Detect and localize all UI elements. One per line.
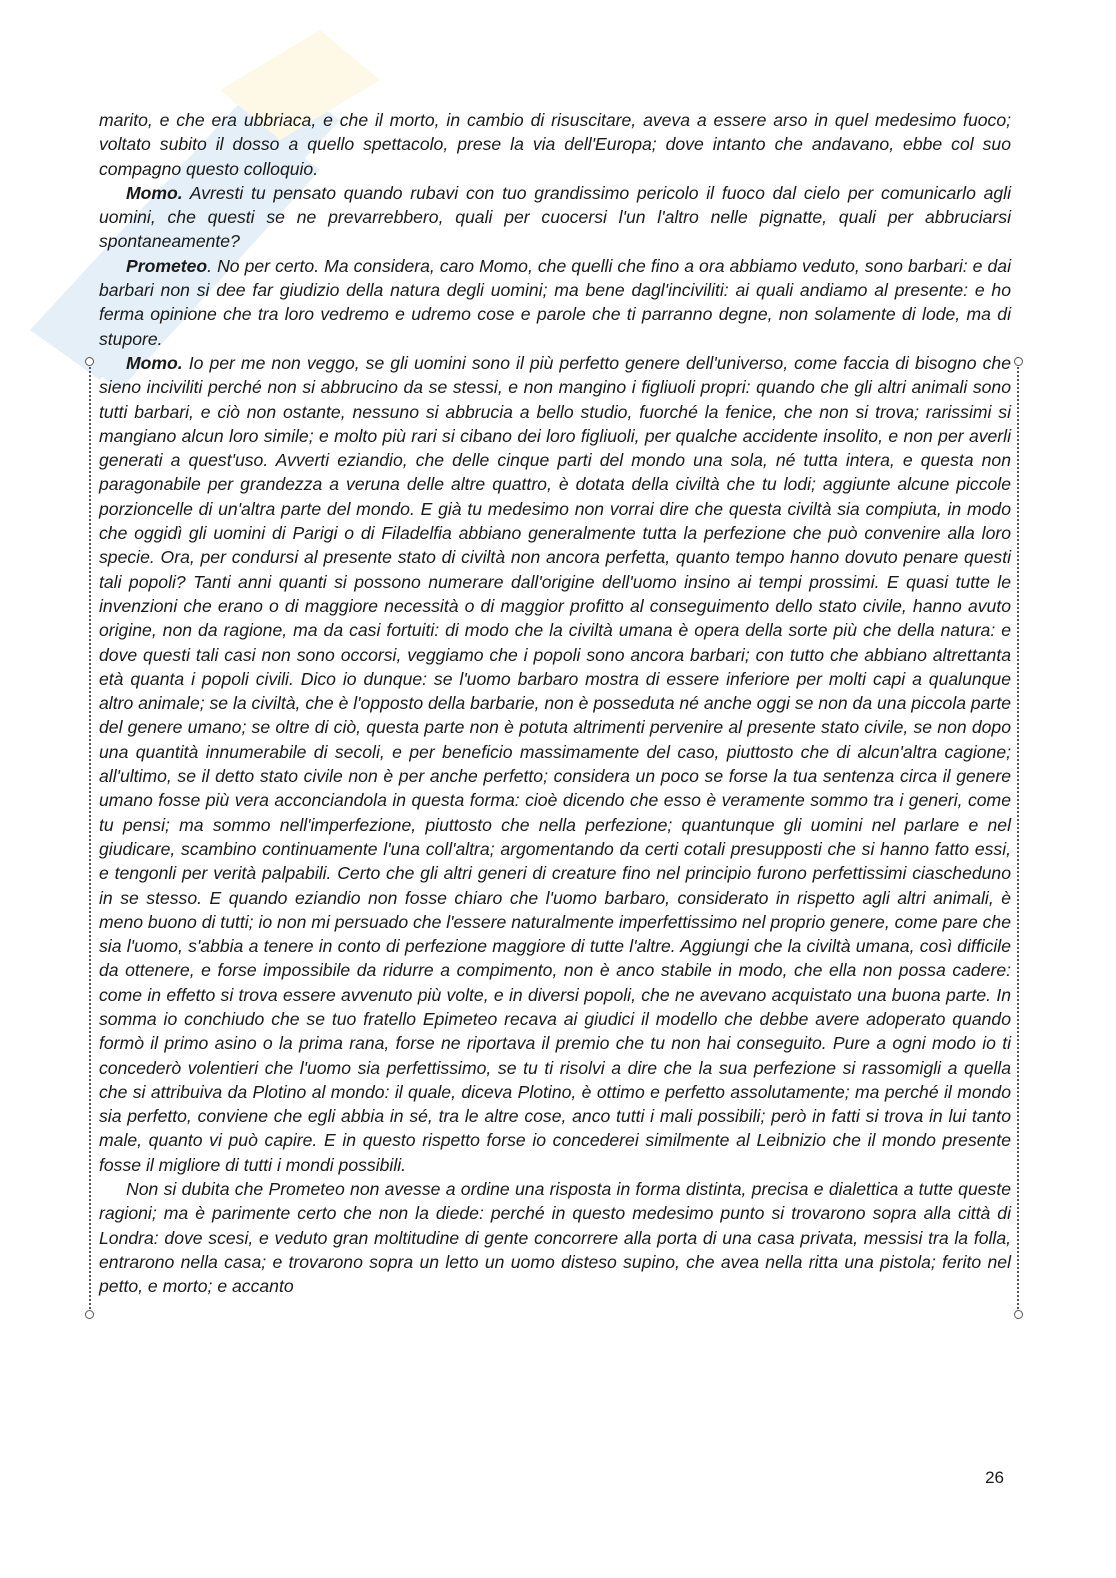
paragraph-text: Non si dubita che Prometeo non avesse a ordine una risposta in forma distinta, precisa e dialettica a tutte queste ragioni; ma è parimente certo che non la diede: perché in questo medesimo punto si trovarono sopra alla città di Londra: dove scesi, e veduto gran moltitudine di gente concorrere alla porta di una casa privata, messisi tra la folla, entrarono nella casa; e trovarono sopra un letto un uomo disteso supino, che avea nella ritta una pistola; ferito nel petto, e morto; e accanto bbox=[99, 1179, 1011, 1297]
speaker-prometeo: Prometeo bbox=[126, 255, 208, 276]
bracket-bottom-left-handle[interactable] bbox=[85, 1310, 94, 1319]
paragraph-momo-1 bbox=[99, 181, 1011, 254]
page-number: 26 bbox=[985, 1468, 1004, 1487]
paragraph-momo-2 bbox=[99, 351, 1011, 1177]
paragraph-text: Avresti tu pensato quando rubavi con tuo grandissimo pericolo il fuoco dal cielo per comunicarlo agli uomini, che questi se ne prevarrebbero, quali per cuocersi l'un l'altro nelle pignatte, quali per abbruciarsi spontaneamente? bbox=[99, 182, 1011, 252]
document-body bbox=[99, 108, 1011, 1299]
bracket-right-line bbox=[1017, 363, 1019, 1313]
speaker-momo: Momo. bbox=[126, 182, 183, 203]
bracket-top-right-handle[interactable] bbox=[1014, 357, 1023, 366]
paragraph-narration-2 bbox=[99, 1177, 1011, 1298]
paragraph-prometeo-1 bbox=[99, 254, 1011, 351]
paragraph-text: marito, e che era ubbriaca, e che il morto, in cambio di risuscitare, aveva a essere arso in quel medesimo fuoco; voltato subito il dosso a quello spettacolo, prese la via dell'Europa; dove intanto che andavano, ebbe col suo compagno questo colloquio. bbox=[99, 110, 1011, 179]
bracket-top-left-handle[interactable] bbox=[85, 357, 94, 366]
bracket-left-line bbox=[89, 363, 91, 1313]
paragraph-text: . No per certo. Ma considera, caro Momo, che quelli che fino a ora abbiamo veduto, sono barbari: e dai barbari non si dee far giudizio della natura degli uomini; ma bene dagl'inciviliti: ai quali andiamo al presente: e ho ferma opinione che tra loro vedremo e udremo cose e parole che ti parranno degne, non solamente di lode, ma di stupore. bbox=[99, 255, 1011, 349]
bracket-bottom-right-handle[interactable] bbox=[1014, 1310, 1023, 1319]
speaker-momo: Momo. bbox=[126, 352, 183, 373]
paragraph-text: Io per me non veggo, se gli uomini sono il più perfetto genere dell'universo, come faccia di bisogno che sieno inciviliti perché non si abbrucino da se stessi, e non mangino i figliuoli propri: quando che gli altri animali sono tutti barbari, e ciò non ostante, nessuno si abbrucia a bello studio, fuorché la fenice, che non si trova; rarissimi si mangiano alcun loro simile; e molto più rari si cibano dei loro figliuoli, per qualche accidente insolito, e non per averli generati a quest'uso. Avverti eziandio, che delle cinque parti del mondo una sola, né tutta intera, e questa non paragonabile per grandezza a veruna delle altre quattro, è dotata della civiltà che tu lodi; aggiunte alcune piccole porzioncelle di un'altra parte del mondo. E già tu medesimo non vorrai dire che questa civiltà sia compiuta, in modo che oggidì gli uomini di Parigi o di Filadelfia abbiano generalmente tutta la perfezione che può convenire alla loro specie. Ora, per condursi al presente stato di civiltà non ancora perfetta, quanto tempo hanno dovuto penare questi tali popoli? Tanti anni quanti si possono numerare dall'origine dell'uomo insino ai tempi prossimi. E quasi tutte le invenzioni che erano o di maggiore necessità o di maggior profitto al conseguimento dello stato civile, hanno avuto origine, non da ragione, ma da casi fortuiti: di modo che la civiltà umana è opera della sorte più che della natura: e dove questi tali casi non sono occorsi, veggiamo che i popoli sono ancora barbari; con tutto che abbiano altrettanta età quanta i popoli civili. Dico io dunque: se l'uomo barbaro mostra di essere inferiore per molti capi a qualunque altro animale; se la civiltà, che è l'opposto della barbarie, non è posseduta né anche oggi se non da una piccola parte del genere umano; se oltre di ciò, questa parte non è potuta altrimenti pervenire al presente stato civile, se non dopo una quantità innumerabile di secoli, e per beneficio massimamente del caso, piuttosto che di alcun'altra cagione; all'ultimo, se il detto stato civile non è per anche perfetto; considera un poco se forse la tua sentenza circa il genere umano fosse più vera acconciandola in questa forma: cioè dicendo che esso è veramente sommo tra i generi, come tu pensi; ma sommo nell'imperfezione, piuttosto che nella perfezione; quantunque gli uomini nel parlare e nel giudicare, scambino continuamente l'una coll'altra; argomentando da certi cotali presupposti che si hanno fatto essi, e tengonli per verità palpabili. Certo che gli altri generi di creature fino nel principio furono perfettissimi ciascheduno in se stesso. E quando eziandio non fosse chiaro che l'uomo barbaro, considerato in rispetto agli altri animali, è meno buono di tutti; io non mi persuado che l'essere naturalmente imperfettissimo nel proprio genere, come pare che sia l'uomo, s'abbia a tenere in conto di perfezione maggiore di tutte l'altre. Aggiungi che la civiltà umana, così difficile da ottenere, e forse impossibile da ridurre a compimento, non è anco stabile in modo, che ella non possa cadere: come in effetto si trova essere avvenuto più volte, e in diversi popoli, che ne avevano acquistato una buona parte. In somma io conchiudo che se tuo fratello Epimeteo recava ai giudici il modello che debbe avere adoperato quando formò il primo asino o la prima rana, forse ne riportava il premio che tu non hai conseguito. Pure a ogni modo io ti concederò volentieri che l'uomo sia perfettissimo, se tu ti risolvi a dire che la sua perfezione si rassomigli a quella che si attribuiva da Plotino al mondo: il quale, diceva Plotino, è ottimo e perfetto assolutamente; ma perché il mondo sia perfetto, conviene che egli abbia in sé, tra le altre cose, anco tutti i mali possibili; però in fatti si trova in lui tanto male, quanto vi può capire. E in questo rispetto forse io concederei similmente al Leibnizio che il mondo presente fosse il migliore di tutti i mondi possibili. bbox=[99, 352, 1011, 1175]
paragraph-narration-1 bbox=[99, 108, 1011, 181]
